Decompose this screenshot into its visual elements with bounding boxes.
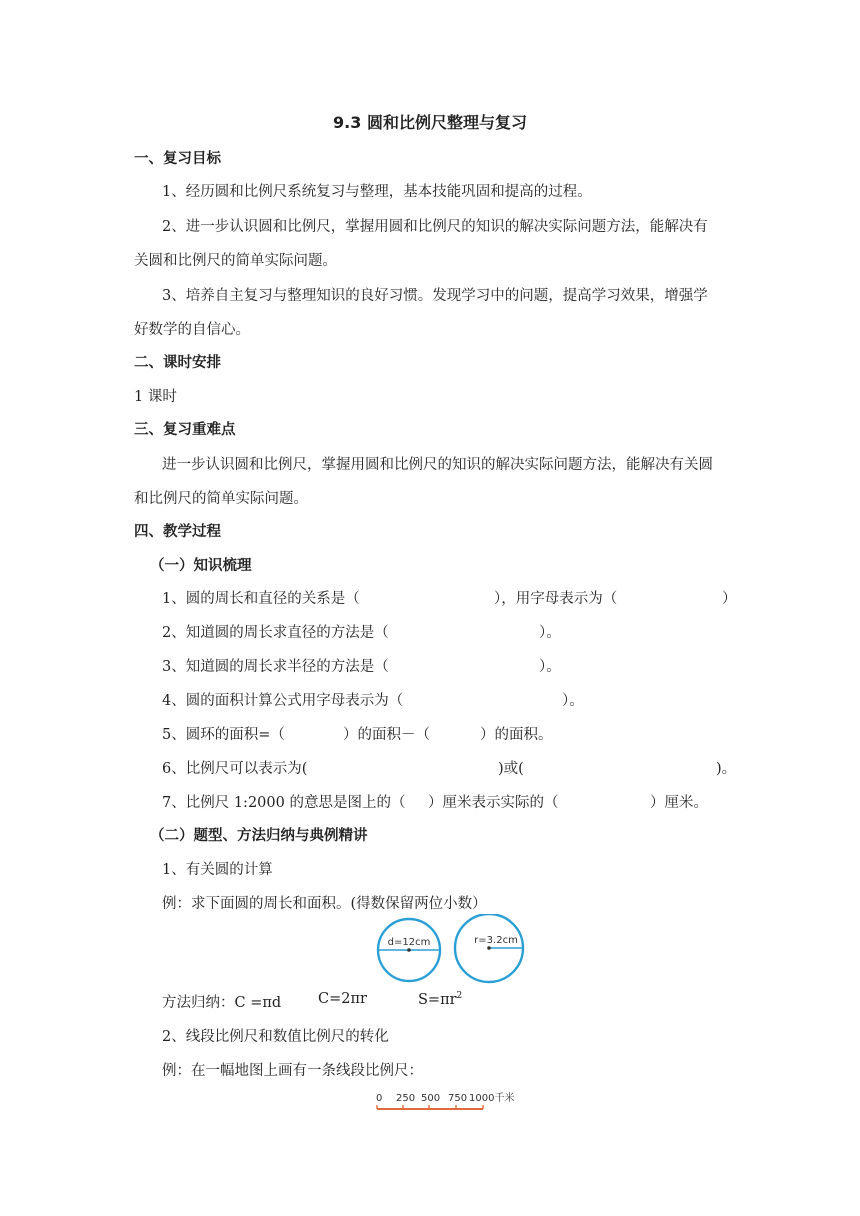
circle-1-label: d=12cm	[387, 937, 431, 948]
scale-tick-0: 0	[376, 1093, 383, 1104]
circles-figure	[372, 914, 532, 986]
subsection-examples: （二）题型、方法归纳与典例精讲	[150, 828, 368, 844]
example-1-prompt: 例：求下面圆的周长和面积。(得数保留两位小数）	[162, 896, 487, 912]
section-heading-goals: 一、复习目标	[134, 151, 221, 167]
goal-2-line1: 2、进一步认识圆和比例尺，掌握用圆和比例尺的知识的解决实际问题方法，能解决有	[162, 219, 708, 235]
formula-area-exponent: 2	[456, 991, 463, 1001]
review-q6-part3: )。	[716, 761, 737, 777]
formula-area-base: S=πr	[418, 991, 457, 1008]
example-topic-2: 2、线段比例尺和数值比例尺的转化	[162, 1029, 389, 1045]
goal-2-line2: 关圆和比例尺的简单实际问题。	[134, 253, 337, 269]
example-2-prompt: 例：在一幅地图上画有一条线段比例尺：	[162, 1063, 423, 1079]
scale-tick-1000: 1000千米	[469, 1093, 515, 1104]
line-segment-scale	[372, 1088, 520, 1116]
review-q5-part3: ）的面积。	[480, 727, 553, 743]
review-q7-part1: 7、比例尺 1:2000 的意思是图上的（	[162, 795, 406, 811]
review-q1-part1: 1、圆的周长和直径的关系是（	[162, 591, 360, 607]
section-heading-process: 四、教学过程	[134, 524, 221, 540]
review-q7-part3: ）厘米。	[650, 795, 708, 811]
review-q1-part2: ），用字母表示为（	[494, 591, 618, 607]
circle-radius-figure	[455, 914, 523, 982]
review-q1-part3: ）	[722, 591, 737, 607]
section-heading-keypoints: 三、复习重难点	[134, 422, 236, 438]
review-q3-part1: 3、知道圆的周长求半径的方法是（	[162, 659, 389, 675]
review-q6-part2: )或(	[498, 761, 524, 777]
review-q3-part2: ）。	[539, 659, 561, 675]
goal-3-line1: 3、培养自主复习与整理知识的良好习惯。发现学习中的问题，提高学习效果，增强学	[162, 288, 708, 304]
keypoints-line2: 和比例尺的简单实际问题。	[134, 491, 308, 507]
review-q7-part2: ）厘米表示实际的（	[428, 795, 559, 811]
review-q5-part1: 5、圆环的面积=（	[162, 727, 285, 743]
circle-2-label: r=3.2cm	[474, 935, 518, 946]
example-topic-1: 1、有关圆的计算	[162, 862, 273, 878]
review-q2-part1: 2、知道圆的周长求直径的方法是（	[162, 625, 389, 641]
goal-3-line2: 好数学的自信心。	[134, 322, 250, 338]
review-q6-part1: 6、比例尺可以表示为(	[162, 761, 308, 777]
method-summary: 方法归纳：C =πd	[162, 995, 282, 1011]
scale-tick-250: 250	[396, 1093, 416, 1104]
keypoints-line1: 进一步认识圆和比例尺，掌握用圆和比例尺的知识的解决实际问题方法，能解决有关圆	[162, 457, 713, 473]
circle-diameter-figure	[378, 919, 440, 981]
schedule-text: 1 课时	[134, 389, 177, 405]
formula-circumference-radius: C=2πr	[318, 991, 367, 1007]
formula-area	[418, 991, 462, 1008]
review-q4-part2: ）。	[562, 693, 584, 709]
subsection-review: （一）知识梳理	[150, 558, 252, 574]
review-q5-part2: ）的面积－（	[343, 727, 430, 743]
section-heading-schedule: 二、课时安排	[134, 355, 221, 371]
scale-tick-500: 500	[421, 1093, 441, 1104]
review-q4-part1: 4、圆的面积计算公式用字母表示为（	[162, 693, 404, 709]
page-title: 9.3 圆和比例尺整理与复习	[333, 113, 527, 132]
review-q2-part2: ）。	[539, 625, 561, 641]
goal-1: 1、经历圆和比例尺系统复习与整理，基本技能巩固和提高的过程。	[162, 184, 592, 200]
scale-tick-750: 750	[448, 1093, 468, 1104]
